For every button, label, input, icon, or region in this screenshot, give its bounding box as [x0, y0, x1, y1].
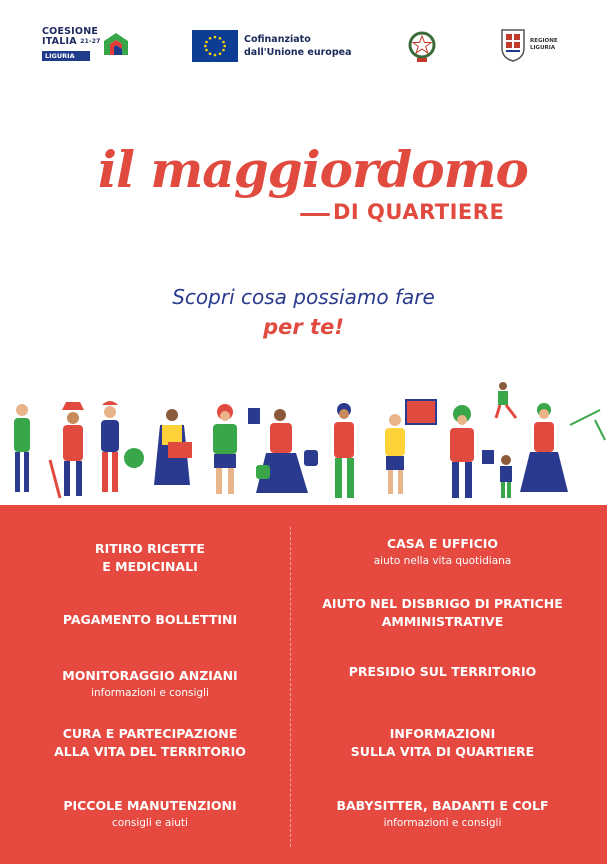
service-subtitle: consigli e aiuti	[112, 817, 188, 829]
person-3	[101, 401, 119, 492]
service-ritiro-ricette	[20, 540, 280, 576]
regione-liguria-logo	[500, 28, 570, 64]
service-title-line2: AMMINISTRATIVE	[381, 614, 504, 629]
service-title: MONITORAGGIO ANZIANI	[62, 668, 238, 683]
person-5	[213, 404, 260, 494]
title-flourish	[300, 213, 330, 216]
service-pagamento-bollettini	[20, 611, 280, 629]
service-title: PRESIDIO SUL TERRITORIO	[348, 664, 537, 679]
italian-republic-emblem-icon	[405, 28, 439, 64]
coesione-text: COESIONE ITALIA $^{21-27}$	[42, 26, 101, 47]
coesione-mark-icon	[102, 29, 132, 59]
service-title: CASA E UFFICIO	[386, 536, 499, 551]
service-monitoraggio-anziani	[20, 667, 280, 700]
service-subtitle: aiuto nella vita quotidiana	[373, 555, 512, 567]
service-title-line2: E MEDICINALI	[102, 559, 198, 574]
service-disbrigo-pratiche	[300, 595, 585, 631]
tagline-line1: Scopri cosa possiamo fare	[172, 285, 435, 309]
service-title: INFORMAZIONI	[389, 726, 496, 741]
person-9	[450, 405, 494, 498]
coesione-italia-logo	[42, 27, 137, 67]
person-8	[385, 400, 436, 494]
page-title: il maggiordomo	[98, 140, 528, 199]
service-cura-partecipazione	[20, 725, 280, 761]
eu-cofinanced-text: Cofinanziato dall'Unione europea	[244, 34, 352, 58]
service-subtitle: informazioni e consigli	[91, 687, 209, 699]
liguria-shield-icon	[500, 28, 526, 62]
tagline-line2: per te!	[263, 315, 344, 339]
service-babysitter-badanti-colf	[300, 797, 585, 830]
person-4	[124, 409, 192, 485]
title-block	[0, 140, 607, 235]
child-figure	[500, 455, 512, 498]
coesione-region-label: LIGURIA	[42, 51, 90, 61]
service-casa-ufficio	[300, 535, 585, 568]
service-title: RITIRO RICETTE	[95, 541, 205, 556]
service-informazioni-quartiere	[300, 725, 585, 761]
service-title: CURA E PARTECIPAZIONE	[62, 726, 238, 741]
person-7	[304, 403, 354, 498]
service-presidio-territorio	[300, 663, 585, 681]
person-1	[14, 404, 30, 492]
eu-cofinanced-logo	[192, 30, 352, 64]
page-subtitle: DI QUARTIERE	[333, 200, 505, 224]
panel-divider	[290, 527, 291, 847]
service-title: AIUTO NEL DISBRIGO DI PRATICHE	[322, 596, 563, 611]
person-2	[50, 402, 84, 498]
person-10	[520, 403, 568, 492]
small-person-top	[496, 382, 516, 418]
slide-figure	[570, 410, 605, 440]
people-illustration	[0, 380, 607, 505]
service-title: PAGAMENTO BOLLETTINI	[62, 612, 238, 627]
service-subtitle: informazioni e consigli	[383, 817, 502, 829]
services-panel	[0, 505, 607, 864]
eu-flag-icon	[192, 30, 238, 62]
logo-bar	[0, 22, 607, 72]
person-6	[256, 409, 308, 493]
service-title-line2: SULLA VITA DI QUARTIERE	[350, 744, 535, 759]
tagline	[0, 285, 607, 339]
service-title: PICCOLE MANUTENZIONI	[63, 798, 237, 813]
service-title: BABYSITTER, BADANTI E COLF	[336, 798, 549, 813]
regione-liguria-text: REGIONE LIGURIA	[530, 38, 558, 51]
service-piccole-manutenzioni	[20, 797, 280, 830]
service-title-line2: ALLA VITA DEL TERRITORIO	[54, 744, 246, 759]
